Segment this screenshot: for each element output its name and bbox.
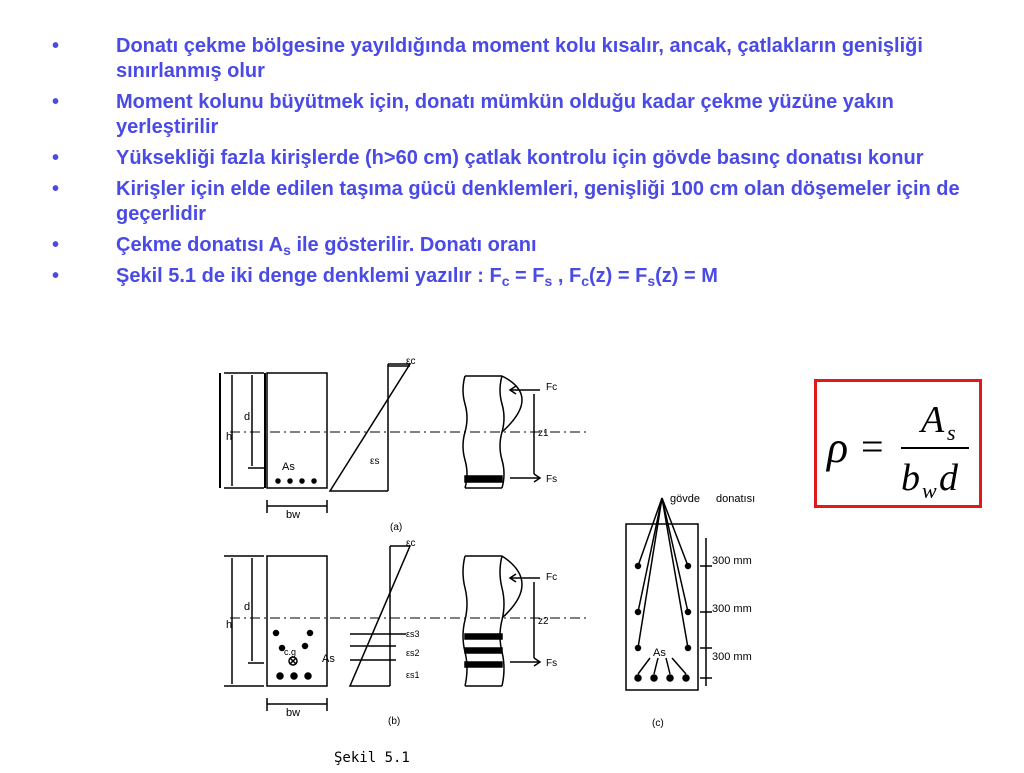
label-fs-b: Fs <box>546 658 558 669</box>
bullet-dot: • <box>52 35 60 57</box>
label-bw-a: bw <box>286 509 301 521</box>
panel-b-stress-diagram <box>463 556 540 686</box>
denominator: b <box>901 457 920 499</box>
figure-caption: Şekil 5.1 <box>334 750 410 766</box>
panel-a-strain-diagram <box>330 364 410 491</box>
figure-5-1 <box>210 348 810 773</box>
bullet-item <box>0 90 1000 140</box>
numerator: A <box>921 399 945 441</box>
label-as-c: As <box>653 647 666 659</box>
label-z1: z1 <box>538 428 549 439</box>
equals-sign: = <box>861 424 884 469</box>
label-bw-b: bw <box>286 707 301 719</box>
bullet-text: Şekil 5.1 de iki denge denklemi yazılır : $F_c = F_s$ , $F_c(z) = F_s(z) = M$ <box>116 265 718 289</box>
panel-c-section <box>626 498 712 690</box>
label-spacing-2: 300 mm <box>712 603 752 615</box>
label-z2: z2 <box>538 616 549 627</box>
label-spacing-3: 300 mm <box>712 651 752 663</box>
label-as-a: As <box>282 461 295 473</box>
bullet-text: Kirişler için elde edilen taşıma gücü denklemleri, genişliği 100 cm olan döşemeler için de geçerlidir <box>116 178 960 225</box>
panel-b-strain-diagram <box>350 546 410 686</box>
label-donatisi: donatısı <box>716 493 756 505</box>
label-govde: gövde <box>670 493 700 505</box>
label-fc-a: Fc <box>546 382 558 393</box>
label-d-b: d <box>244 601 251 613</box>
label-es1: εs1 <box>406 670 420 680</box>
bullet-dot: • <box>52 265 60 287</box>
bullet-item <box>0 264 1000 289</box>
bullet-text: Çekme donatısı $A_s$ ile gösterilir. Donatı oranı <box>116 234 537 258</box>
bullet-item <box>0 233 1000 258</box>
label-fs-a: Fs <box>546 474 558 485</box>
label-ec-a: εc <box>406 356 416 367</box>
bullet-list <box>0 34 1000 295</box>
label-d-a: d <box>244 411 251 423</box>
bullet-item <box>0 177 1000 227</box>
panel-c-label: (c) <box>652 718 664 729</box>
label-ec-b: εc <box>406 538 416 549</box>
rho-symbol: ρ <box>827 423 849 472</box>
label-es3: εs3 <box>406 629 420 639</box>
panel-a-label: (a) <box>390 522 403 533</box>
denominator-sub: w <box>922 478 937 503</box>
bullet-item <box>0 146 1000 171</box>
panel-a-beam-section <box>220 373 327 513</box>
reinforcement-ratio-formula <box>814 379 982 508</box>
label-es-a: εs <box>370 456 380 467</box>
label-spacing-1: 300 mm <box>712 555 752 567</box>
label-cg: c.g <box>284 647 297 657</box>
label-as-b: As <box>322 653 335 665</box>
label-fc-b: Fc <box>546 572 558 583</box>
panel-b-label: (b) <box>388 716 401 727</box>
bullet-dot: • <box>52 147 60 169</box>
bullet-text: Yüksekliği fazla kirişlerde (h>60 cm) çatlak kontrolu için gövde basınç donatısı konur <box>116 147 924 169</box>
bullet-text: Moment kolunu büyütmek için, donatı mümkün olduğu kadar çekme yüzüne yakın yerleştirilir <box>116 91 894 138</box>
label-h-a: h <box>226 431 233 443</box>
label-h-b: h <box>226 619 233 631</box>
numerator-sub: s <box>947 420 956 445</box>
denominator-end: d <box>939 457 958 499</box>
bullet-item <box>0 34 1000 84</box>
bullet-dot: • <box>52 91 60 113</box>
bullet-dot: • <box>52 178 60 200</box>
bullet-text: Donatı çekme bölgesine yayıldığında moment kolu kısalır, ancak, çatlakların genişliği sınırlanmış olur <box>116 35 923 82</box>
panel-b-beam-section <box>224 556 327 711</box>
label-es2: εs2 <box>406 648 420 658</box>
bullet-dot: • <box>52 234 60 256</box>
